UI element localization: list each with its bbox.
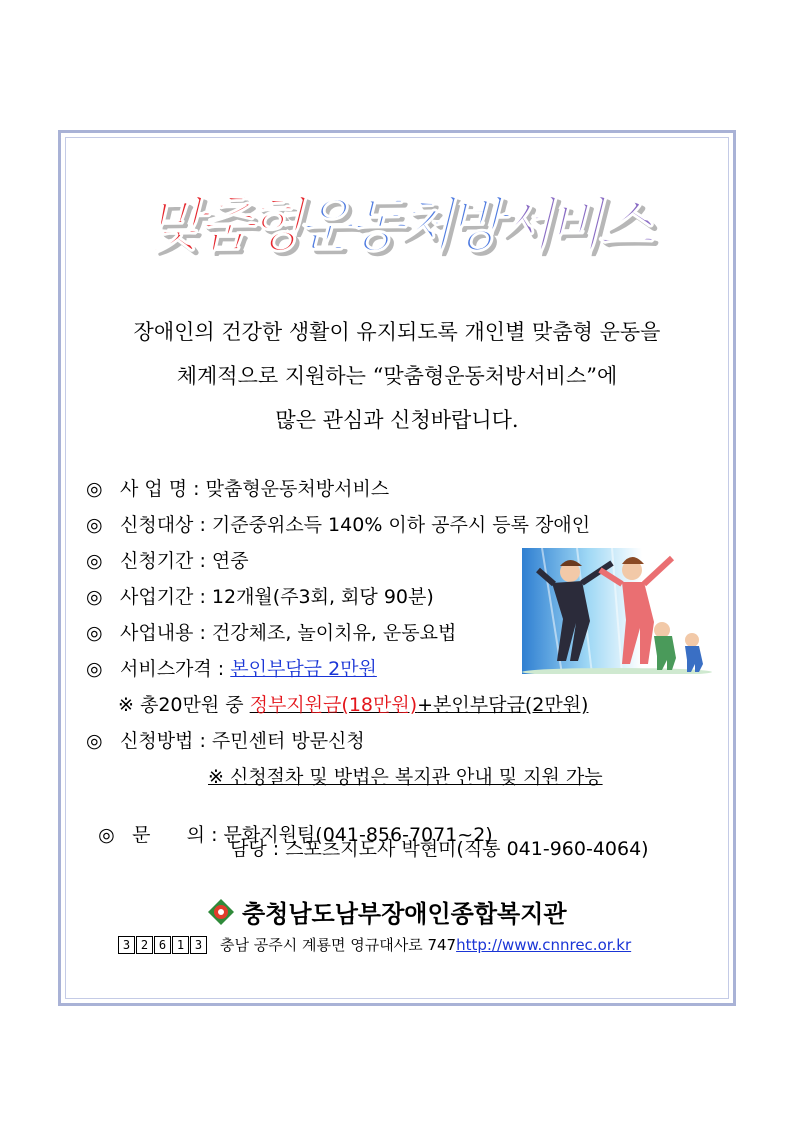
item-price-label: 서비스가격 : <box>120 658 231 680</box>
organization-name-text: 충청남도남부장애인종합복지관 <box>242 900 567 928</box>
item-inquiry-text: 문 의 : 문화지원팀(041-856-7071~2) <box>132 824 493 846</box>
title-purple-part: 서비스 <box>497 191 648 259</box>
price-note-prefix: ※ 총20만원 중 <box>118 694 250 716</box>
website-link[interactable]: http://www.cnnrec.or.kr <box>456 935 632 954</box>
item-price-value: 본인부담금 2만원 <box>230 658 377 680</box>
organization-logo-icon <box>206 897 236 927</box>
item-apply-period <box>86 546 249 573</box>
item-business-period <box>86 582 434 609</box>
intro-line-2: 체계적으로 지원하는 “맞춤형운동처방서비스”에 <box>176 364 618 388</box>
zip-digit: 6 <box>154 936 171 954</box>
item-method-text: 신청방법 : 주민센터 방문신청 <box>120 730 365 752</box>
item-price <box>86 654 377 681</box>
bullet-icon: ◎ <box>86 478 103 500</box>
item-business-name-text: 사 업 명 : 맞춤형운동처방서비스 <box>120 478 390 500</box>
item-business-period-text: 사업기간 : 12개월(주3회, 회당 90분) <box>120 586 434 608</box>
page-title <box>0 178 794 262</box>
organization-name <box>206 894 567 929</box>
bullet-icon: ◎ <box>86 550 103 572</box>
exercise-illustration <box>522 548 712 674</box>
intro-line-1: 장애인의 건강한 생활이 유지되도록 개인별 맞춤형 운동을 <box>133 320 661 344</box>
item-target-text: 신청대상 : 기준중위소득 140% 이하 공주시 등록 장애인 <box>120 514 591 536</box>
address-line <box>118 934 631 955</box>
item-content <box>86 618 456 645</box>
zip-digit: 1 <box>172 936 189 954</box>
bullet-icon: ◎ <box>86 622 103 644</box>
bullet-icon: ◎ <box>86 586 103 608</box>
method-note: ※ 신청절차 및 방법은 복지관 안내 및 지원 가능 <box>208 766 603 788</box>
bullet-icon: ◎ <box>98 824 115 846</box>
item-content-text: 사업내용 : 건강체조, 놀이치유, 운동요법 <box>120 622 457 644</box>
price-note <box>118 690 588 717</box>
bullet-icon: ◎ <box>86 658 103 680</box>
intro-line-3: 많은 관심과 신청바랍니다. <box>275 408 519 432</box>
title-red-part: 맞춤형 <box>146 191 297 259</box>
address-text: 충남 공주시 계룡면 영규대사로 747 <box>220 936 457 954</box>
contact-person: 담당 : 스포츠지도사 박현미(직통 041-960-4064) <box>230 838 649 860</box>
price-note-self: +본인부담금(2만원) <box>417 694 589 716</box>
item-method <box>86 726 365 753</box>
title-blue-part: 운동처방 <box>296 191 498 259</box>
bullet-icon: ◎ <box>86 514 103 536</box>
item-target <box>86 510 590 537</box>
bullet-icon: ◎ <box>86 730 103 752</box>
price-note-government: 정부지원금(18만원) <box>249 694 418 716</box>
zip-digit: 2 <box>136 936 153 954</box>
zip-digit: 3 <box>118 936 135 954</box>
item-business-name <box>86 474 389 501</box>
item-apply-period-text: 신청기간 : 연중 <box>120 550 249 572</box>
zip-digit: 3 <box>190 936 207 954</box>
